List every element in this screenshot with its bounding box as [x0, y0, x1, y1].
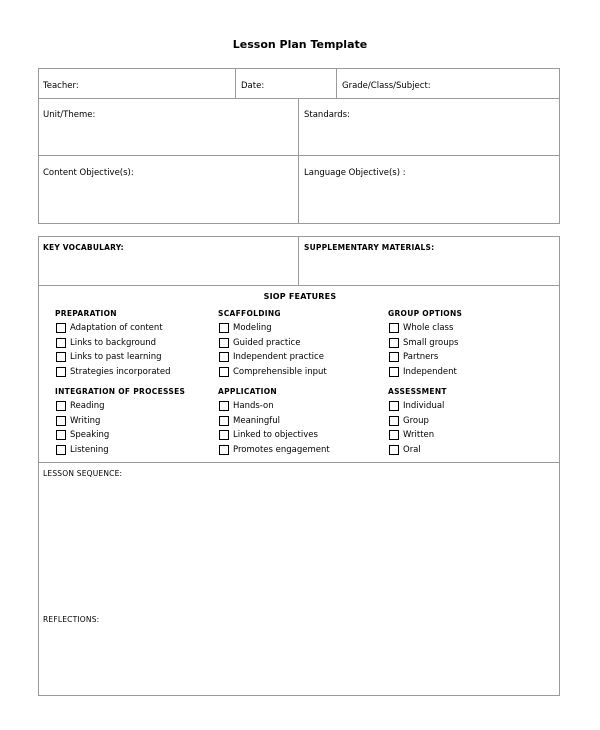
scaffolding-option-label: Guided practice: [233, 338, 301, 348]
standards-field-label: Standards:: [304, 110, 350, 120]
siop-table: [38, 236, 560, 696]
preparation-option-label: Links to past learning: [70, 352, 162, 362]
assessment-option-label: Group: [403, 416, 429, 426]
scaffolding-option-label: Comprehensible input: [233, 367, 327, 377]
language-objective-label: Language Objective(s) :: [304, 168, 406, 178]
assessment-option-label: Written: [403, 430, 435, 440]
preparation-option-label: Links to background: [70, 338, 157, 348]
integration-checkbox[interactable]: [56, 430, 66, 440]
grouping-checkbox[interactable]: [389, 338, 399, 348]
preparation-checkbox[interactable]: [56, 338, 66, 348]
grouping-option-label: Small groups: [403, 338, 459, 348]
integration-checkbox[interactable]: [56, 416, 66, 426]
scaffolding-checkbox[interactable]: [219, 352, 229, 362]
unit-field-label: Unit/Theme:: [43, 110, 96, 120]
application-checkbox[interactable]: [219, 416, 229, 426]
integration-option-label: Writing: [70, 416, 101, 426]
application-checkbox[interactable]: [219, 401, 229, 411]
grouping-checkbox[interactable]: [389, 352, 399, 362]
page-title: Lesson Plan Template: [232, 38, 368, 51]
divider: [38, 155, 560, 156]
divider: [336, 68, 337, 98]
grouping-option-label: Independent: [403, 367, 457, 377]
preparation-heading: PREPARATION: [55, 309, 117, 318]
application-option-label: Linked to objectives: [233, 430, 318, 440]
preparation-option-label: Strategies incorporated: [70, 367, 171, 377]
grouping-option-label: Partners: [403, 352, 439, 362]
integration-option-label: Speaking: [70, 430, 110, 440]
assessment-checkbox[interactable]: [389, 401, 399, 411]
divider: [38, 285, 560, 286]
scaffolding-option-label: Independent practice: [233, 352, 324, 362]
key-vocabulary-label: KEY VOCABULARY:: [43, 243, 124, 252]
application-checkbox[interactable]: [219, 430, 229, 440]
divider: [235, 68, 236, 98]
assessment-option-label: Oral: [403, 445, 421, 455]
scaffolding-heading: SCAFFOLDING: [218, 309, 281, 318]
supplementary-materials-label: SUPPLEMENTARY MATERIALS:: [304, 243, 435, 252]
scaffolding-checkbox[interactable]: [219, 367, 229, 377]
reflections-label: REFLECTIONS:: [43, 615, 100, 624]
siop-features-title: SIOP FEATURES: [263, 292, 337, 301]
preparation-checkbox[interactable]: [56, 323, 66, 333]
integration-heading: INTEGRATION OF PROCESSES: [55, 387, 186, 396]
grouping-checkbox[interactable]: [389, 323, 399, 333]
header-table: [38, 68, 560, 224]
integration-option-label: Reading: [70, 401, 105, 411]
scaffolding-option-label: Modeling: [233, 323, 272, 333]
assessment-checkbox[interactable]: [389, 445, 399, 455]
application-checkbox[interactable]: [219, 445, 229, 455]
application-option-label: Meaningful: [233, 416, 281, 426]
preparation-checkbox[interactable]: [56, 352, 66, 362]
assessment-checkbox[interactable]: [389, 416, 399, 426]
integration-checkbox[interactable]: [56, 445, 66, 455]
lesson-sequence-label: LESSON SEQUENCE:: [43, 469, 123, 478]
application-option-label: Hands-on: [233, 401, 274, 411]
divider: [38, 462, 560, 463]
application-heading: APPLICATION: [218, 387, 277, 396]
content-objective-label: Content Objective(s):: [43, 168, 134, 178]
divider: [298, 98, 299, 224]
assessment-heading: ASSESSMENT: [388, 387, 447, 396]
date-field-label: Date:: [241, 81, 265, 91]
application-option-label: Promotes engagement: [233, 445, 330, 455]
grouping-option-label: Whole class: [403, 323, 454, 333]
assessment-checkbox[interactable]: [389, 430, 399, 440]
scaffolding-checkbox[interactable]: [219, 338, 229, 348]
teacher-field-label: Teacher:: [43, 81, 79, 91]
preparation-checkbox[interactable]: [56, 367, 66, 377]
assessment-option-label: Individual: [403, 401, 445, 411]
divider: [38, 98, 560, 99]
integration-option-label: Listening: [70, 445, 109, 455]
preparation-option-label: Adaptation of content: [70, 323, 163, 333]
scaffolding-checkbox[interactable]: [219, 323, 229, 333]
grouping-checkbox[interactable]: [389, 367, 399, 377]
divider: [298, 236, 299, 285]
integration-checkbox[interactable]: [56, 401, 66, 411]
grouping-heading: GROUP OPTIONS: [388, 309, 463, 318]
grade-field-label: Grade/Class/Subject:: [342, 81, 431, 91]
